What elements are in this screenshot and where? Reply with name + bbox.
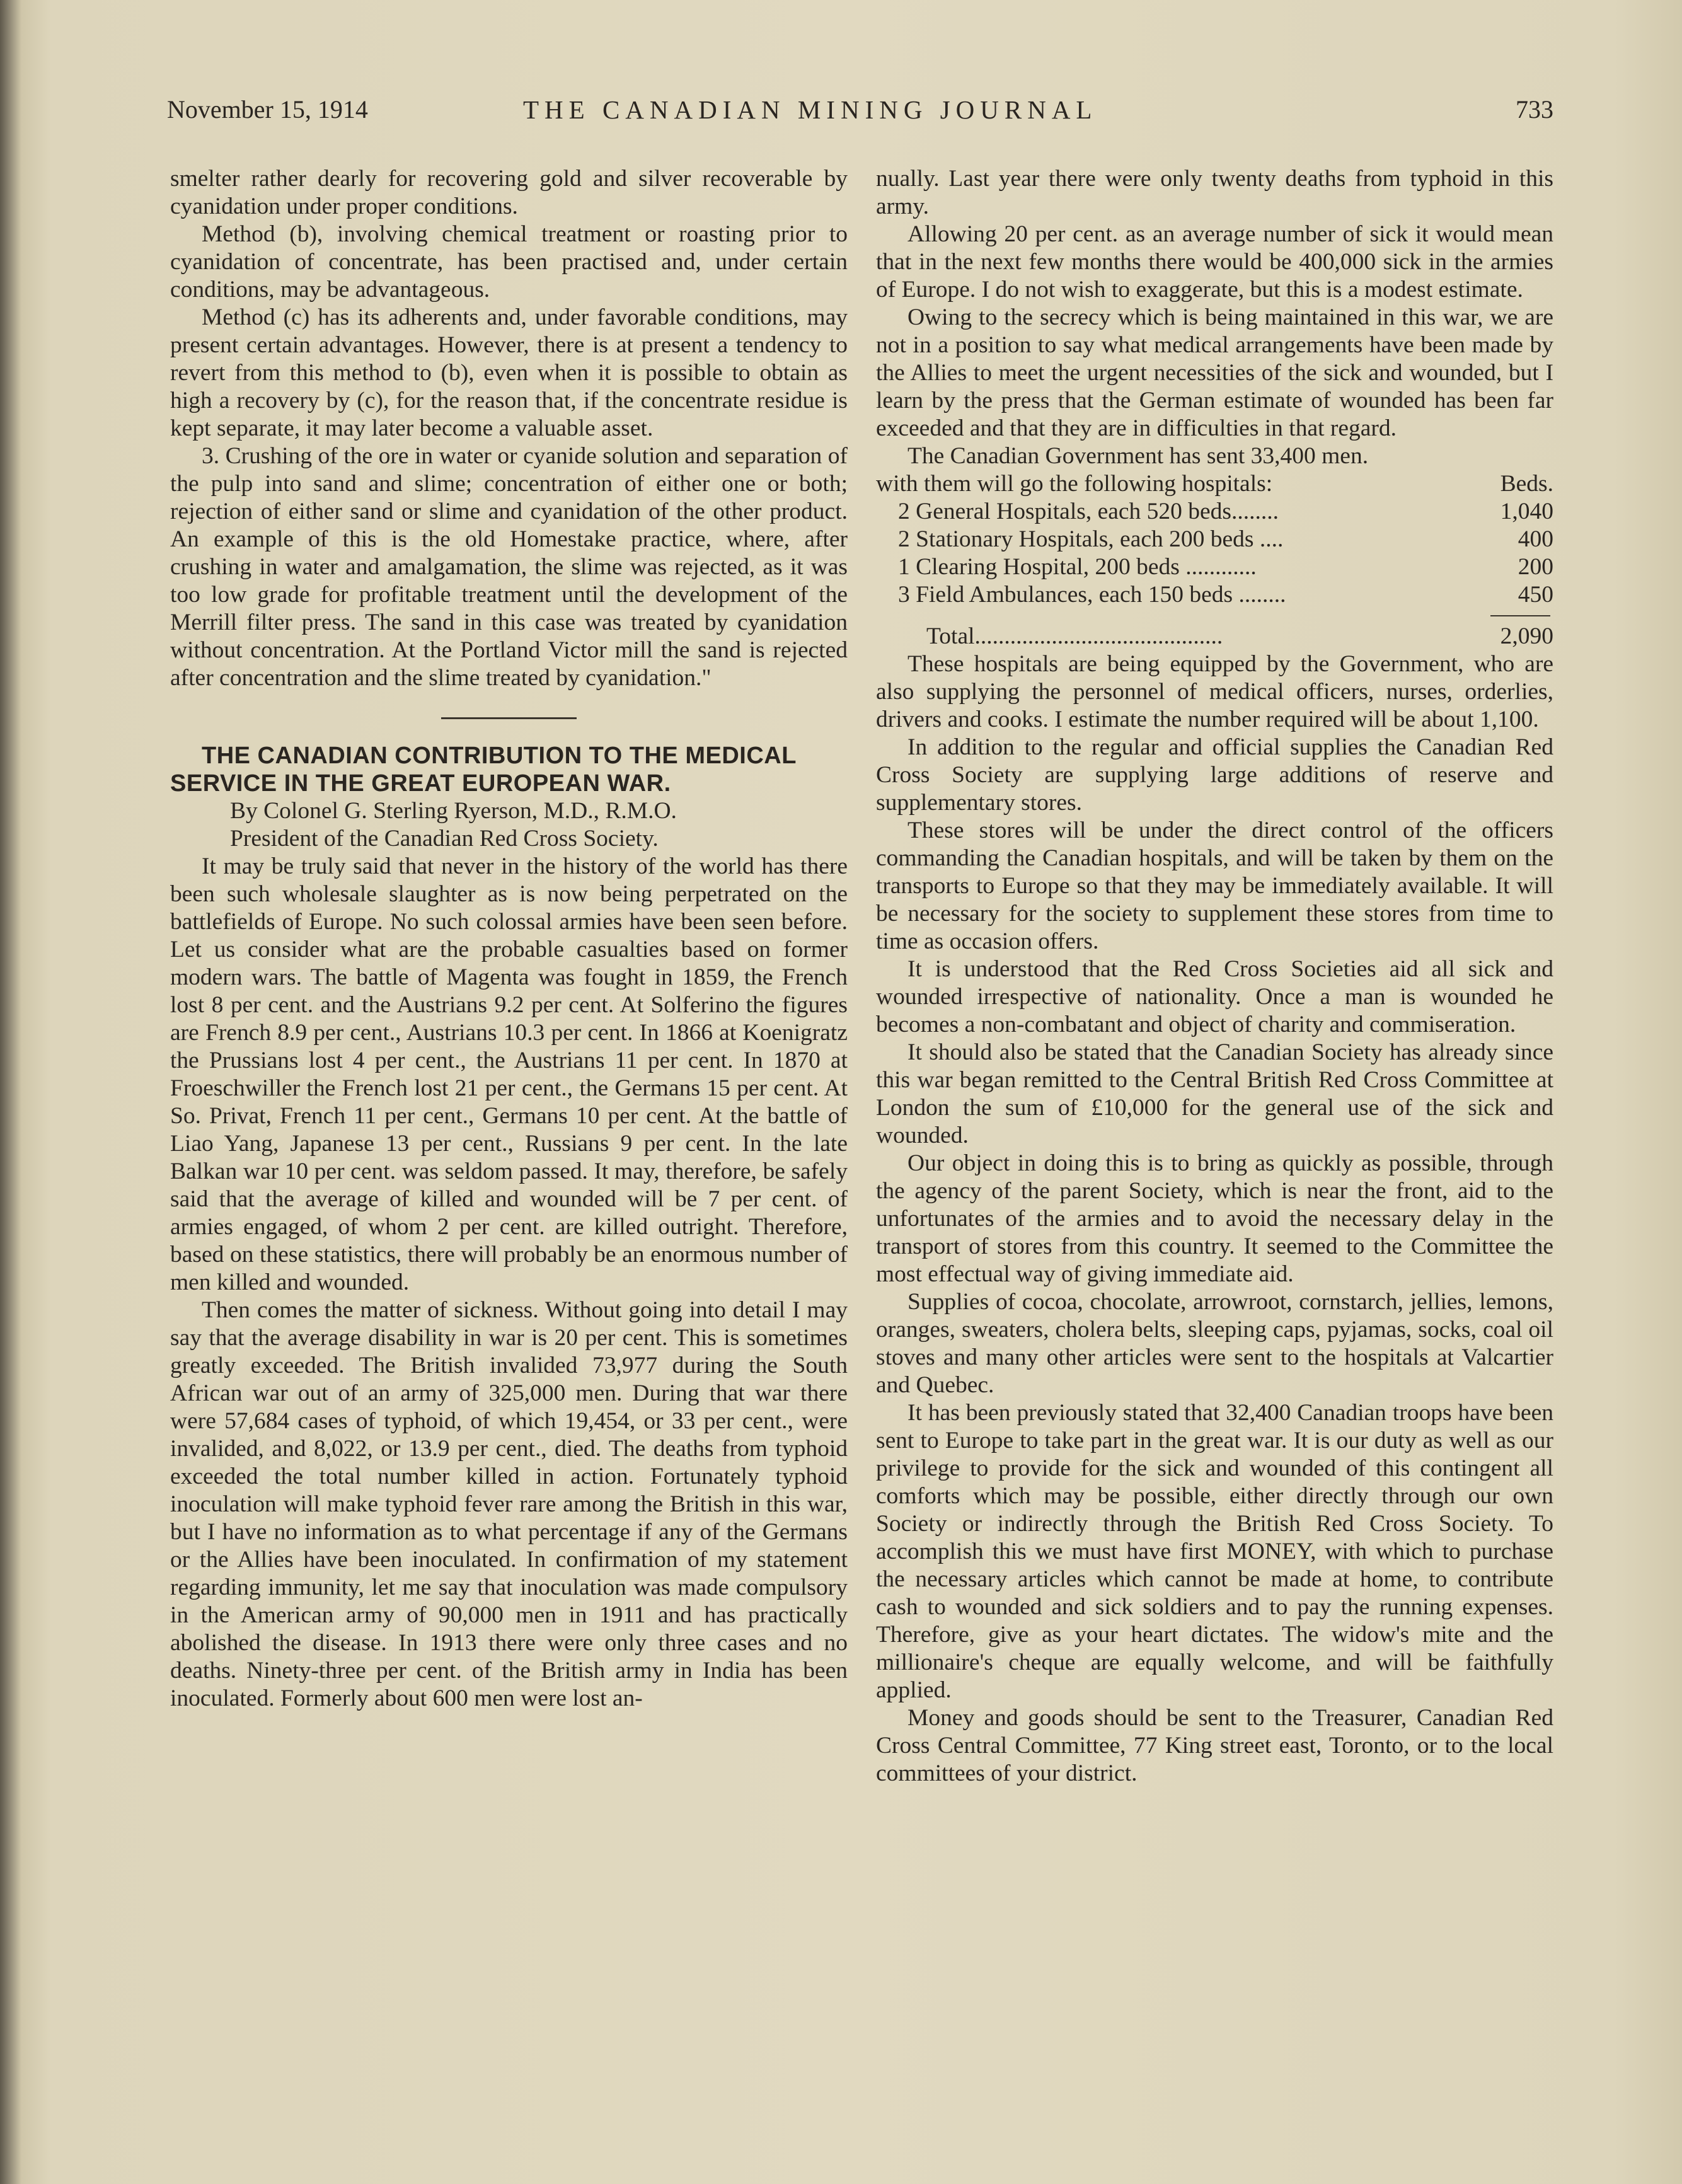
section-divider bbox=[441, 717, 577, 719]
page-header bbox=[167, 95, 1553, 132]
hospital-beds: 200 bbox=[1518, 554, 1553, 580]
paragraph: smelter rather dearly for recovering gold and silver recoverable by cyanidation under proper conditions. bbox=[170, 166, 848, 219]
total-divider bbox=[1490, 615, 1550, 616]
paragraph: Money and goods should be sent to the Treasurer, Canadian Red Cross Central Committee, 77 King street east, Toronto, or to the local committees of your district. bbox=[876, 1705, 1553, 1786]
hospital-label: 1 Clearing Hospital, 200 beds ............ bbox=[898, 554, 1257, 580]
hospitals-table bbox=[876, 470, 1553, 650]
paragraph: Then comes the matter of sickness. Without going into detail I may say that the average disability in war is 20 per cent. This is sometimes greatly exceeded. The British invalided 73,977 during the South African war out of an army of 325,000 men. During that war there were 57,684 cases of typhoid, of which 19,454, or 33 per cent., were invalided, and 8,022, or 13.9 per cent., died. The deaths from typhoid exceeded the total number killed in action. Fortunately typhoid inoculation will make typhoid fever rare among the British in this war, but I have no information as to what percentage if any of the Germans or the Allies have been inoculated. In confirmation of my statement regarding immunity, let me say that inoculation was made compulsory in the American army of 90,000 men in 1911 and has practically abolished the disease. In 1913 there were only three cases and no deaths. Ninety-three per cent. of the British army in India has been inoculated. Formerly about 600 men were lost an- bbox=[170, 1297, 848, 1711]
total-row bbox=[876, 623, 1553, 650]
paragraph: These stores will be under the direct control of the officers commanding the Canadian hospitals, and will be taken by them on the transports to Europe so that they may be immediately available. It will be necessary for the society to supplement these stores from time to time as occasion offers. bbox=[876, 818, 1553, 954]
hospital-beds: 400 bbox=[1518, 526, 1553, 552]
journal-title: THE CANADIAN MINING JOURNAL bbox=[523, 95, 1098, 124]
hospital-label: 2 Stationary Hospitals, each 200 beds .... bbox=[898, 526, 1284, 552]
paragraph: Owing to the secrecy which is being maintained in this war, we are not in a position to say what medical arrangements have been made by the Allies to meet the urgent necessities of the sick and wounded, but I learn by the press that the German estimate of wounded has been far exceeded and that they are in difficulties in that regard. bbox=[876, 304, 1553, 441]
total-beds: 2,090 bbox=[1500, 623, 1553, 649]
table-row bbox=[876, 581, 1553, 609]
paragraph: Supplies of cocoa, chocolate, arrowroot, cornstarch, jellies, lemons, oranges, sweaters, cholera belts, sleeping caps, pyjamas, socks, coal oil stoves and many other articles were sent to the hospitals at Valcartier and Quebec. bbox=[876, 1289, 1553, 1398]
table-header-row bbox=[876, 470, 1553, 498]
author-affiliation: President of the Canadian Red Cross Society. bbox=[230, 826, 659, 852]
beds-column-header: Beds. bbox=[1500, 471, 1553, 497]
total-label: Total.......................................... bbox=[926, 623, 1223, 649]
hospital-label: 3 Field Ambulances, each 150 beds ........ bbox=[898, 582, 1286, 608]
table-row bbox=[876, 526, 1553, 553]
paragraph: nually. Last year there were only twenty deaths from typhoid in this army. bbox=[876, 166, 1553, 219]
paragraph: It should also be stated that the Canadian Society has already since this war began remitted to the Central British Red Cross Committee at London the sum of £10,000 for the general use of the sick and wounded. bbox=[876, 1039, 1553, 1148]
hospital-label: 2 General Hospitals, each 520 beds........ bbox=[898, 499, 1279, 524]
table-intro: with them will go the following hospitals: bbox=[876, 471, 1273, 497]
left-column bbox=[170, 165, 848, 1713]
article-title: THE CANADIAN CONTRIBUTION TO THE MEDICAL SERVICE IN THE GREAT EUROPEAN WAR. bbox=[170, 742, 797, 797]
paragraph: In addition to the regular and official supplies the Canadian Red Cross Society are supplying large additions of reserve and supplementary stores. bbox=[876, 734, 1553, 816]
paragraph: It may be truly said that never in the history of the world has there been such wholesale slaughter as is now being perpetrated on the battlefields of Europe. No such colossal armies have been seen before. Let us consider what are the probable casualties based on former modern wars. The battle of Magenta was fought in 1859, the French lost 8 per cent. and the Austrians 9.2 per cent. At Solferino the figures are French 8.9 per cent., Austrians 10.3 per cent. In 1866 at Koenigratz the Prussians lost 4 per cent., the Austrians 11 per cent. In 1870 at Froeschwiller the French lost 21 per cent., the Germans 15 per cent. At So. Privat, French 11 per cent., Germans 10 per cent. At the battle of Liao Yang, Japanese 13 per cent., Russians 9 per cent. In the late Balkan war 10 per cent. was seldom passed. It may, therefore, be safely said that the average of killed and wounded will be 7 per cent. of armies engaged, of whom 2 per cent. are killed outright. Therefore, based on these statistics, there will probably be an enormous number of men killed and wounded. bbox=[170, 853, 848, 1295]
paragraph: It is understood that the Red Cross Societies aid all sick and wounded irrespective of nationality. Once a man is wounded he becomes a non-combatant and object of charity and commiseration. bbox=[876, 956, 1553, 1037]
hospital-beds: 1,040 bbox=[1500, 499, 1553, 524]
paragraph: Our object in doing this is to bring as quickly as possible, through the agency of the parent Society, which is near the front, aid to the unfortunates of the armies and to avoid the necessary delay in the transport of stores from this country. It seemed to the Committee the most effectual way of giving immediate aid. bbox=[876, 1150, 1553, 1287]
paragraph: 3. Crushing of the ore in water or cyanide solution and separation of the pulp into sand and slime; concentration of either one or both; rejection of either sand or slime and cyanidation of the other product. An example of this is the old Homestake practice, where, after crushing in water and amalgamation, the slime was rejected, as it was too low grade for profitable treatment until the development of the Merrill filter press. The sand in this case was treated by cyanidation without concentration. At the Portland Victor mill the sand is rejected after concentration and the slime treated by cyanidation." bbox=[170, 443, 848, 691]
page-number: 733 bbox=[1516, 95, 1553, 124]
right-column bbox=[876, 165, 1553, 1788]
paragraph: These hospitals are being equipped by the Government, who are also supplying the personnel of medical officers, nurses, orderlies, drivers and cooks. I estimate the number required will be about 1,100. bbox=[876, 651, 1553, 732]
paragraph: Method (b), involving chemical treatment or roasting prior to cyanidation of concentrate, has been practised and, under certain conditions, may be advantageous. bbox=[170, 221, 848, 303]
table-row bbox=[876, 553, 1553, 581]
issue-date: November 15, 1914 bbox=[167, 95, 368, 124]
paragraph: Method (c) has its adherents and, under favorable conditions, may present certain advantages. However, there is at present a tendency to revert from this method to (b), even when it is possible to obtain as high a recovery by (c), for the reason that, if the concentrate residue is kept separate, it may later become a valuable asset. bbox=[170, 304, 848, 441]
paragraph: The Canadian Government has sent 33,400 men. bbox=[907, 443, 1369, 469]
paragraph: Allowing 20 per cent. as an average number of sick it would mean that in the next few months there would be 400,000 sick in the armies of Europe. I do not wish to exaggerate, but this is a modest estimate. bbox=[876, 221, 1553, 303]
article-byline: By Colonel G. Sterling Ryerson, M.D., R.M.O. bbox=[230, 798, 677, 824]
paragraph: It has been previously stated that 32,400 Canadian troops have been sent to Europe to take part in the great war. It is our duty as well as our privilege to provide for the sick and wounded of this contingent all comforts which may be possible, either directly through our own Society or indirectly through the British Red Cross Society. To accomplish this we must have first MONEY, with which to purchase the necessary articles which cannot be made at home, to contribute cash to wounded and sick soldiers and to pay the running expenses. Therefore, give as your heart dictates. The widow's mite and the millionaire's cheque are equally welcome, and will be faithfully applied. bbox=[876, 1400, 1553, 1703]
hospital-beds: 450 bbox=[1518, 582, 1553, 608]
table-row bbox=[876, 498, 1553, 526]
